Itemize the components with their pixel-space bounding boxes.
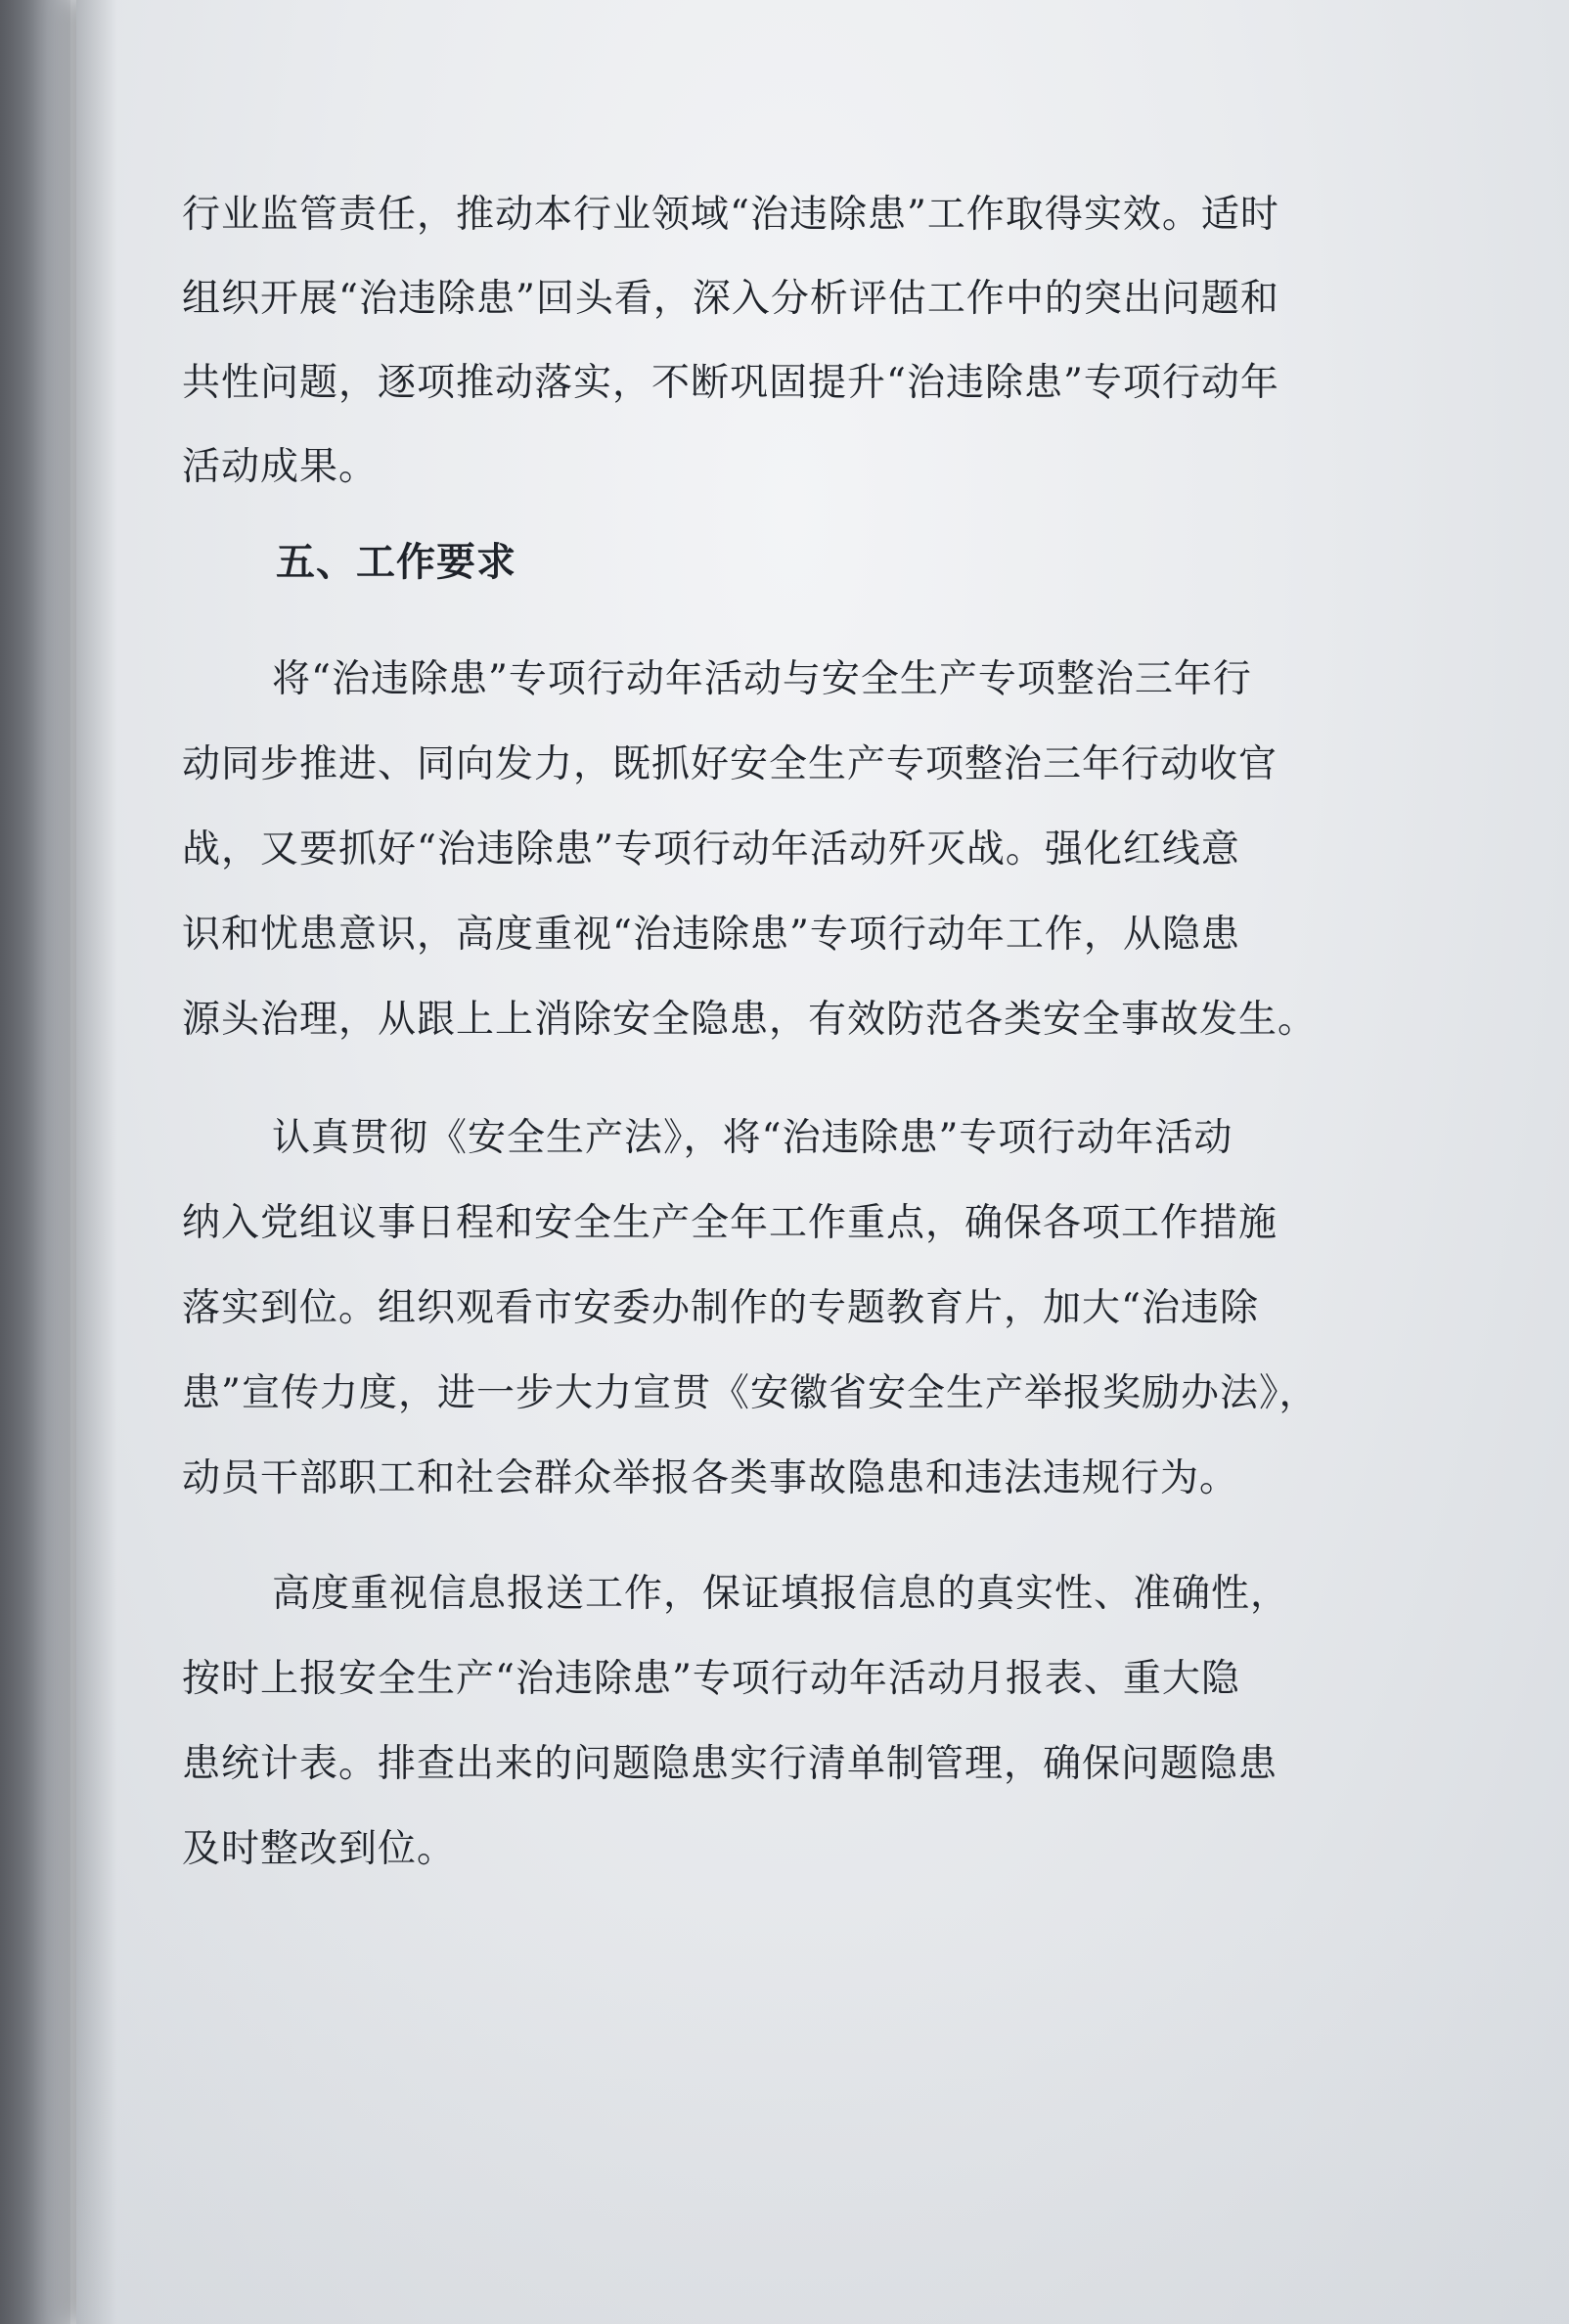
paragraph-line-7: 战，又要抓好“治违除患”专项行动年活动歼灭战。强化红线意	[182, 827, 1240, 872]
paragraph-line-6: 动同步推进、同向发力，既抓好安全生产专项整治三年行动收官	[182, 742, 1278, 786]
paragraph-line-2: 组织开展“治违除患”回头看，深入分析评估工作中的突出问题和	[182, 277, 1279, 321]
paragraph-line-1: 行业监管责任，推动本行业领域“治违除患”工作取得实效。适时	[182, 193, 1279, 237]
paragraph-line-9: 源头治理，从跟上上消除安全隐患，有效防范各类安全事故发生。	[182, 998, 1318, 1042]
paragraph-line-17: 患统计表。排查出来的问题隐患实行清单制管理，确保问题隐患	[182, 1742, 1278, 1786]
paragraph-line-10: 认真贯彻《安全生产法》，将“治违除患”专项行动年活动	[272, 1116, 1233, 1160]
paragraph-line-16: 按时上报安全生产“治违除患”专项行动年活动月报表、重大隐	[182, 1657, 1240, 1701]
paragraph-line-5: 将“治违除患”专项行动年活动与安全生产专项整治三年行	[272, 657, 1252, 701]
page-bottom-shade	[76, 1913, 1569, 2324]
paragraph-line-18: 及时整改到位。	[182, 1827, 457, 1871]
paragraph-line-3: 共性问题，逐项推动落实，不断巩固提升“治违除患”专项行动年	[182, 361, 1279, 405]
paragraph-line-15: 高度重视信息报送工作，保证填报信息的真实性、准确性，	[272, 1572, 1290, 1616]
paragraph-line-11: 纳入党组议事日程和安全生产全年工作重点，确保各项工作措施	[182, 1201, 1278, 1245]
paragraph-line-14: 动员干部职工和社会群众举报各类事故隐患和违法违规行为。	[182, 1456, 1239, 1500]
book-spine-shadow	[0, 0, 70, 2324]
paragraph-line-12: 落实到位。组织观看市安委办制作的专题教育片，加大“治违除	[182, 1286, 1259, 1330]
document-page	[76, 0, 1569, 2324]
paragraph-line-4: 活动成果。	[182, 445, 379, 489]
paragraph-line-13: 患”宣传力度，进一步大力宣贯《安徽省安全生产举报奖励办法》，	[182, 1371, 1319, 1415]
paragraph-line-8: 识和忧患意识，高度重视“治违除患”专项行动年工作，从隐患	[182, 913, 1240, 957]
section-heading: 五、工作要求	[276, 540, 516, 585]
